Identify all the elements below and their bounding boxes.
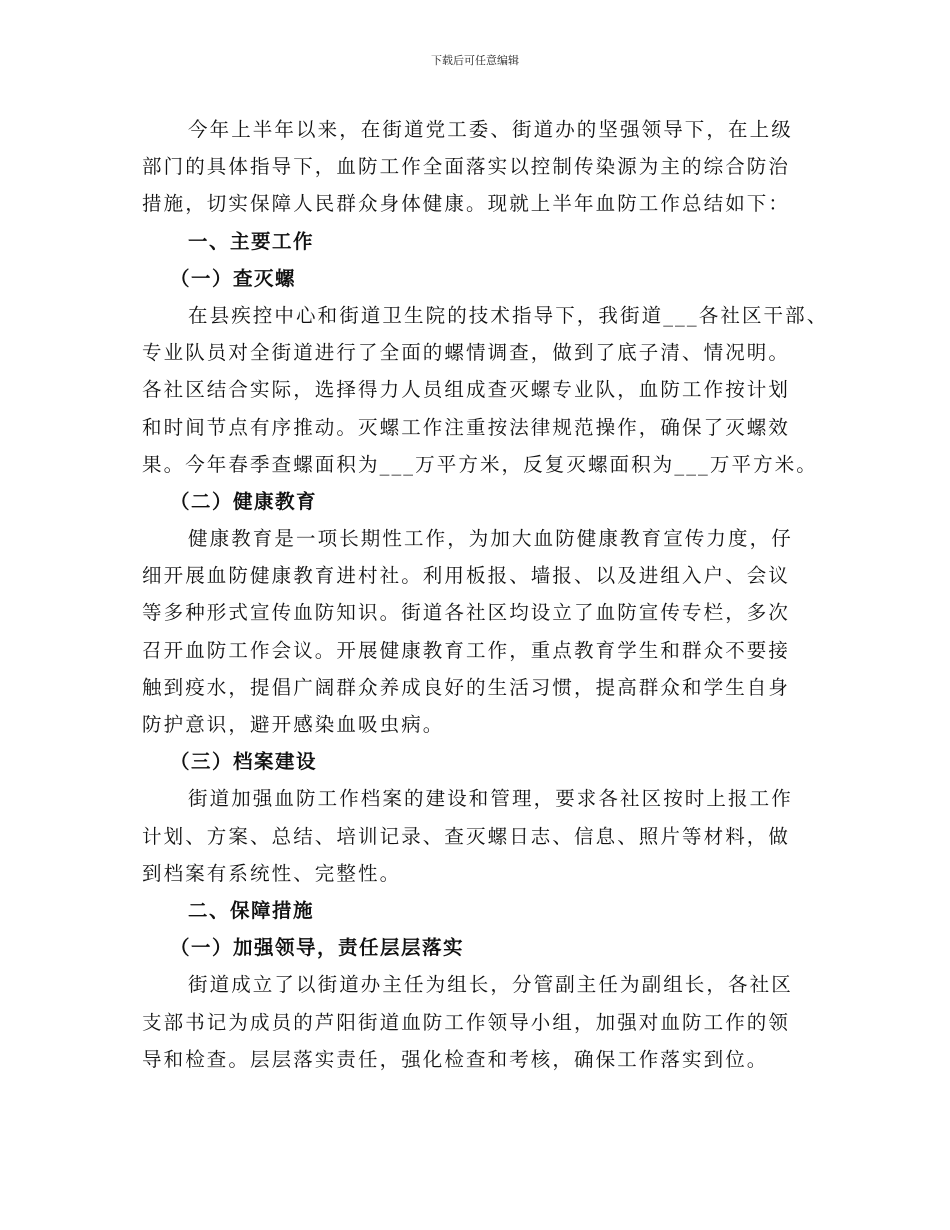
paragraph-line: 召开血防工作会议。开展健康教育工作，重点教育学生和群众不要接 — [142, 638, 791, 662]
section-heading-safeguards: 二、保障措施 — [188, 898, 315, 922]
paragraph-line: 计划、方案、总结、培训记录、查灭螺日志、信息、照片等材料，做 — [142, 824, 791, 848]
paragraph-line: 果。今年春季查螺面积为___万平方米，反复灭螺面积为___万平方米。 — [142, 452, 818, 476]
paragraph-line: 到档案有系统性、完整性。 — [142, 861, 402, 885]
paragraph-line: 专业队员对全街道进行了全面的螺情调查，做到了底子清、情况明。 — [142, 341, 791, 365]
paragraph-line: 防护意识，避开感染血吸虫病。 — [142, 713, 445, 736]
leadership-paragraph — [142, 966, 814, 1078]
document-body — [142, 111, 829, 1078]
section-heading-main-work: 一、主要工作 — [188, 229, 315, 253]
paragraph-line: 导和检查。层层落实责任，强化检查和考核，确保工作落实到位。 — [142, 1047, 769, 1071]
paragraph-line: 细开展血防健康教育进村社。利用板报、墙报、以及进组入户、会议 — [142, 564, 791, 588]
paragraph-line: 支部书记为成员的芦阳街道血防工作领导小组，加强对血防工作的领 — [142, 1010, 791, 1034]
paragraph-line: 健康教育是一项长期性工作，为加大血防健康教育宣传力度，仔 — [188, 527, 793, 551]
paragraph-line: 街道加强血防工作档案的建设和管理，要求各社区按时上报工作 — [188, 787, 793, 811]
paragraph-line: 街道成立了以街道办主任为组长，分管副主任为副组长，各社区 — [188, 973, 793, 997]
paragraph-line: 等多种形式宣传血防知识。街道各社区均设立了血防宣传专栏，多次 — [142, 601, 791, 625]
paragraph-line: 各社区结合实际，选择得力人员组成查灭螺专业队，血防工作按计划 — [142, 378, 791, 402]
paragraph-line: 措施，切实保障人民群众身体健康。现就上半年血防工作总结如下： — [142, 192, 791, 216]
intro-paragraph — [142, 111, 814, 223]
subsection-heading-leadership: （一）加强领导，责任层层落实 — [170, 936, 465, 960]
paragraph-line: 部门的具体指导下，血防工作全面落实以控制传染源为主的综合防治 — [142, 155, 791, 179]
archive-paragraph — [142, 780, 814, 892]
subsection-heading-snail-control: （一）查灭螺 — [170, 266, 297, 290]
page-header: 下载后可任意编辑 — [431, 54, 519, 67]
subsection-heading-health-education: （二）健康教育 — [170, 489, 318, 513]
subsection-heading-archive: （三）档案建设 — [170, 750, 318, 774]
snail-control-paragraph — [142, 297, 829, 483]
paragraph-line: 和时间节点有序推动。灭螺工作注重按法律规范操作，确保了灭螺效 — [142, 415, 791, 439]
paragraph-line: 触到疫水，提倡广阔群众养成良好的生活习惯，提高群众和学生自身 — [142, 675, 791, 699]
health-education-paragraph — [142, 520, 814, 743]
paragraph-line: 今年上半年以来，在街道党工委、街道办的坚强领导下，在上级 — [188, 118, 793, 141]
paragraph-line: 在县疾控中心和街道卫生院的技术指导下，我街道___各社区干部、 — [188, 303, 829, 327]
